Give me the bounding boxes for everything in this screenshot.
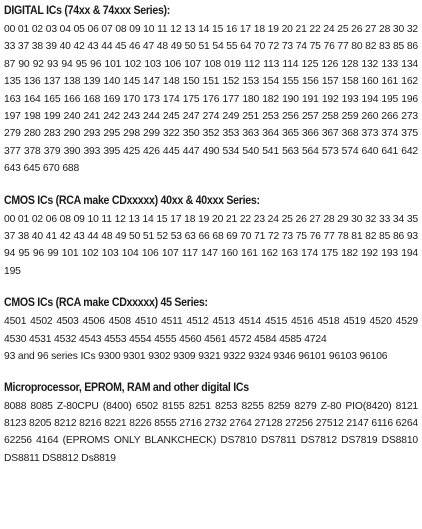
ic-list: 00 01 02 06 08 09 10 11 12 13 14 15 17 18 19 20 21 22 23 24 25 26 27 28 29 30 32 33 34 35 37 38 40 41 42 43 44 48 49 50 51 52 53 63 66 68 69 70 71 72 73 75 76 77 78 81 82 85 86 93 94 95 96 99 101 102 103 104 106 107 117 147 160 161 162 163 174 175 182 192 193 194 195 [4,213,418,277]
spacer [4,280,418,294]
section-heading: DIGITAL ICs (74xx & 74xxx Series): [4,5,171,17]
section-heading: CMOS ICs (RCA make CDxxxxx) 45 Series: [4,297,208,310]
ic-list: 8088 8085 Z-80CPU (8400) 6502 8155 8251 8253 8255 8259 8279 Z-80 PIO(8420) 8121 8123 8205 8212 8216 8221 8226 8555 2716 2732 2764 27128 27256 27512 2147 6116 6264 62256 4164 (EPROMS ONLY BLANKCHECK) DS7810 DS7811 DS7812 DS7819 DS8810 DS8811 DS8812 Ds8819 [4,400,418,464]
ic-list: 4501 4502 4503 4506 4508 4510 4511 4512 4513 4514 4515 4516 4518 4519 4520 4529 4530 4531 4532 4543 4553 4554 4555 4560 4561 4572 4584 4585 4724 [4,316,418,345]
spacer [4,366,418,379]
section-heading: Microprocessor, EPROM, RAM and other digital ICs [4,381,249,394]
section-cmos-40xx [4,192,418,281]
ic-list-93-96: 93 and 96 series ICs 9300 9301 9302 9309 9321 9322 9324 9346 96101 96103 96106 [4,351,388,363]
ic-list: 00 01 02 03 04 05 06 07 08 09 10 11 12 13 14 15 16 17 18 19 20 21 22 24 25 26 27 28 30 32 33 37 38 39 40 42 43 44 45 46 47 48 49 50 51 54 55 64 70 72 73 74 75 76 77 80 82 83 85 86 87 90 92 93 94 95 96 101 102 103 106 107 108 019 112 113 114 125 126 128 132 133 134 135 136 137 138 139 140 145 147 148 150 151 152 153 154 155 156 157 158 160 161 162 163 164 165 166 168 169 170 173 174 175 176 177 180 182 190 191 192 193 194 195 196 197 198 199 240 241 242 243 244 245 247 274 249 251 253 256 257 258 259 260 266 273 279 280 283 290 293 295 298 299 322 350 352 353 363 364 365 366 367 368 373 374 375 377 378 379 390 393 395 425 426 445 447 490 534 540 541 563 564 573 574 640 641 642 643 645 670 688 [4,24,418,175]
section-cmos-45 [4,294,418,365]
spacer [4,178,418,192]
section-heading: CMOS ICs (RCA make CDxxxxx) 40xx & 40xxx Series: [4,194,260,207]
section-digital-74xx [4,2,418,178]
section-microprocessor [4,379,418,468]
